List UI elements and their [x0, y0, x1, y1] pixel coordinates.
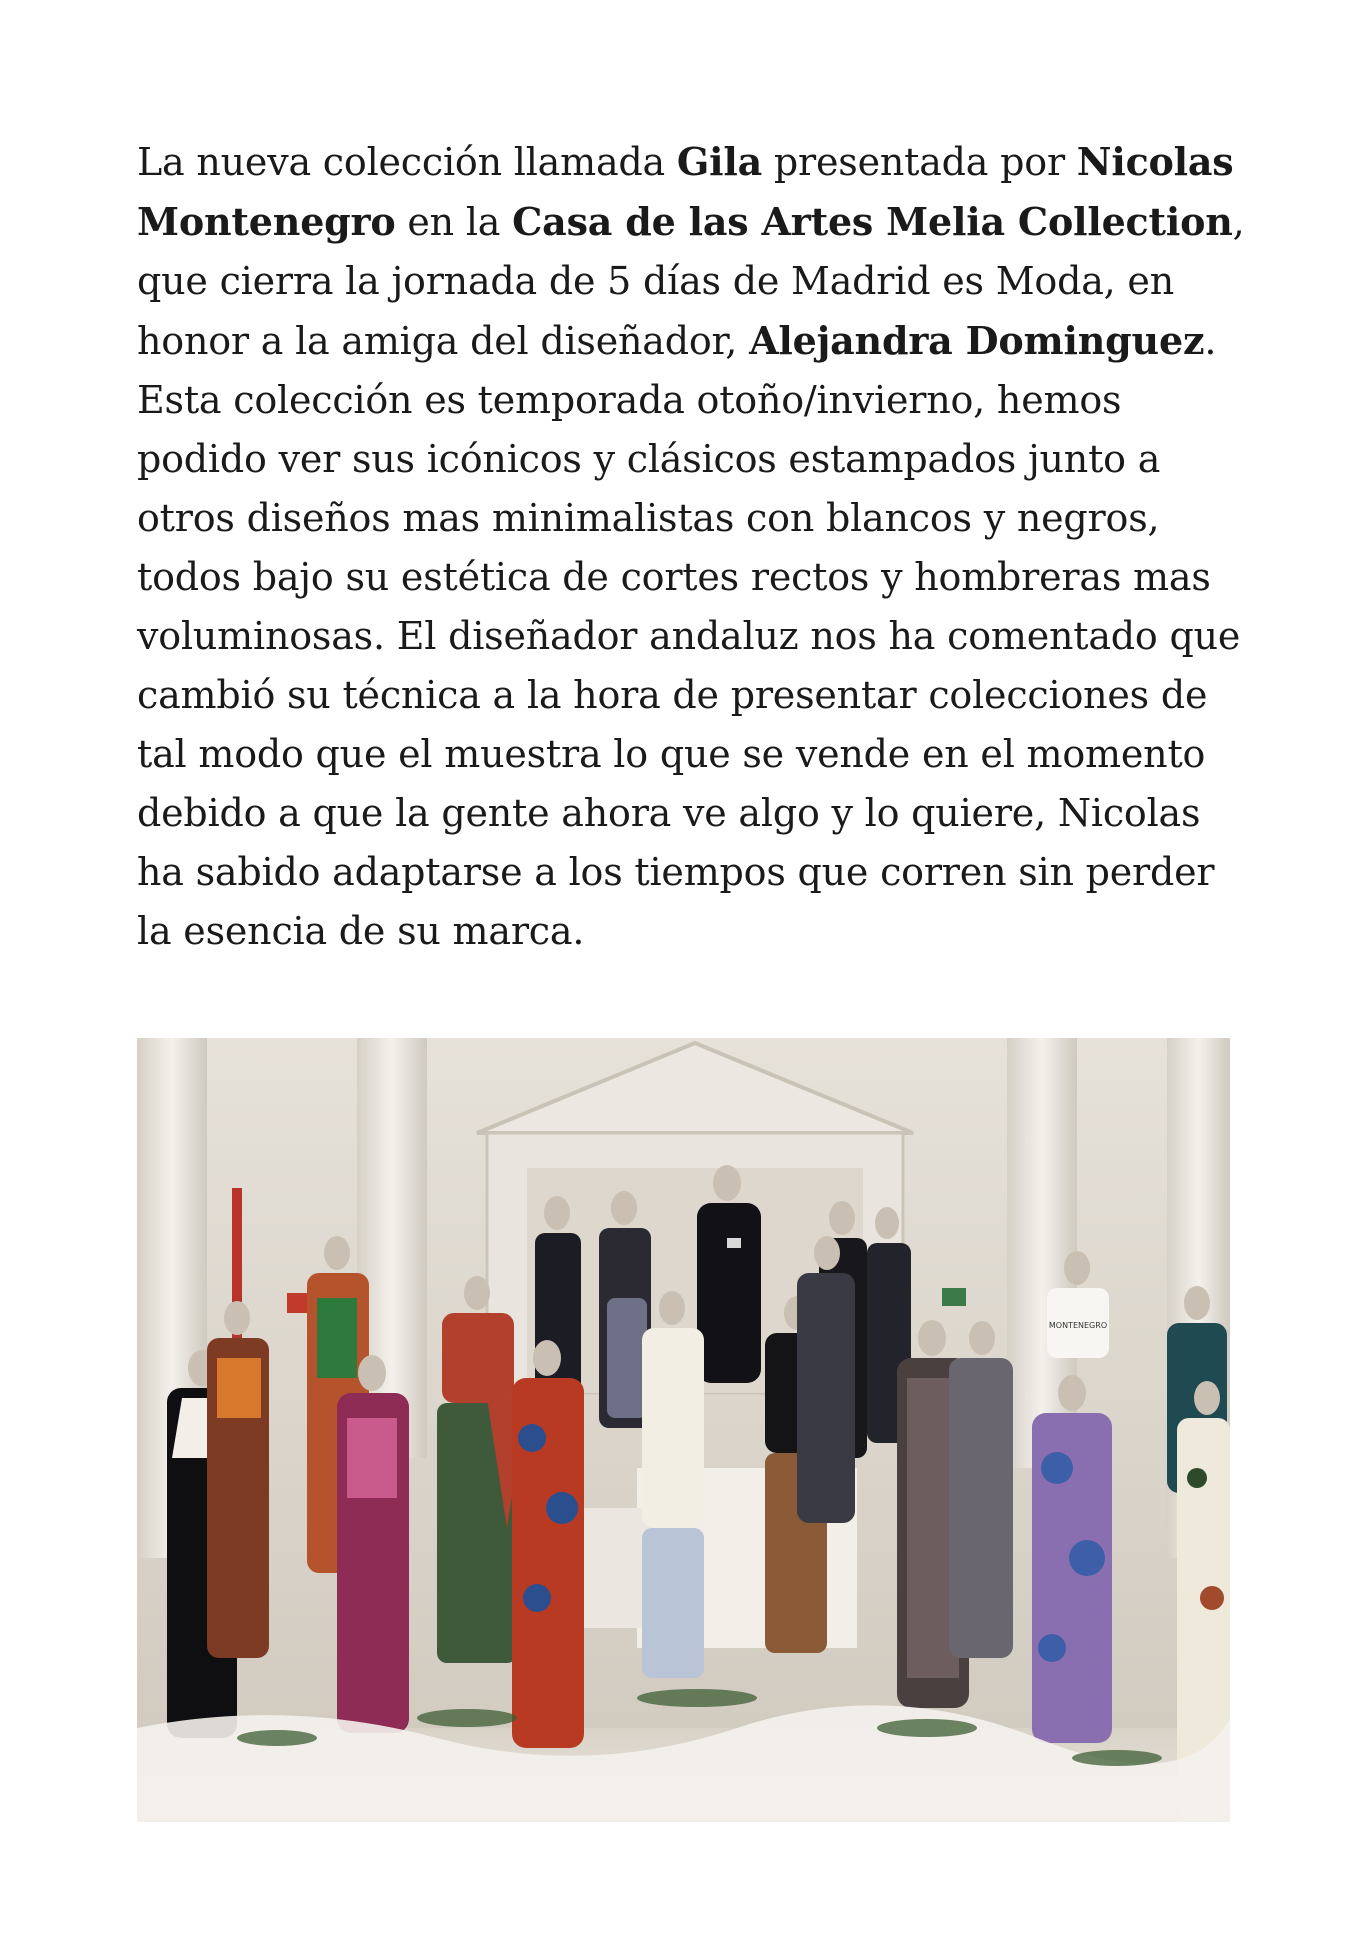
text-segment: en la: [395, 200, 513, 244]
venue-name: Casa de las Artes Melia Collection: [512, 199, 1233, 244]
designer-name: Nicolas Montenegro: [137, 139, 1234, 244]
text-segment: La nueva colección llamada: [137, 140, 677, 184]
shirt-print-text: MONTENEGRO: [1048, 1321, 1108, 1330]
text-segment: , que cierra la jornada de 5 días de Madrid es Moda, en honor a la amiga del diseñador,: [137, 200, 1245, 363]
article-body: [137, 132, 1247, 961]
article-paragraph: [137, 132, 1247, 961]
honoree-name: Alejandra Dominguez: [749, 318, 1205, 363]
text-segment: presentada por: [762, 140, 1077, 184]
exit-sign-right: [942, 1288, 966, 1306]
text-segment: . Esta colección es temporada otoño/invierno, hemos podido ver sus icónicos y clásicos estampados junto a otros diseños mas minimalistas con blancos y negros, todos bajo su estética de cortes rectos y hombreras mas voluminosas. El diseñador andaluz nos ha comentado que cambió su técnica a la hora de presentar colecciones de tal modo que el muestra lo que se vende en el momento debido a que la gente ahora ve algo y lo quiere, Nicolas ha sabido adaptarse a los tiempos que corren sin perder la esencia de su marca.: [137, 319, 1241, 953]
collection-name: Gila: [676, 139, 763, 184]
collection-photo: [137, 1038, 1230, 1822]
mannequin-exhibition-image: [137, 1038, 1230, 1822]
